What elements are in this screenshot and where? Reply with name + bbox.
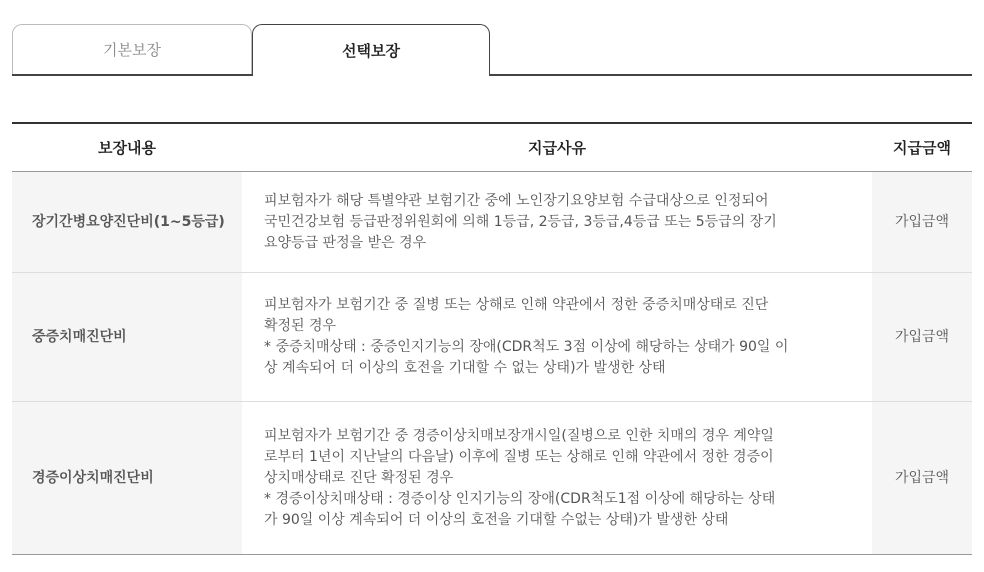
coverage-name: 중증치매진단비 [12,273,242,402]
payment-amount: 가입금액 [872,273,972,402]
payment-reason: 피보험자가 해당 특별약관 보험기간 중에 노인장기요양보험 수급대상으로 인정되어 국민건강보험 등급판정위원회에 의해 1등급, 2등급, 3등급,4등급 또는 5등급의 장기 요양등급 판정을 받은 경우 [242,172,872,273]
payment-amount: 가입금액 [872,172,972,273]
table-row [12,273,972,402]
table-row [12,402,972,555]
tab-basic-coverage[interactable] [12,24,252,74]
table-row [12,172,972,273]
tab-optional-coverage-label: 선택보장 [342,42,400,60]
payment-reason: 피보험자가 보험기간 중 경증이상치매보장개시일(질병으로 인한 치매의 경우 계약일 로부터 1년이 지난날의 다음날) 이후에 질병 또는 상해로 인해 약관에서 정한 경증이 상치매상태로 진단 확정된 경우 * 경증이상치매상태 : 경증이상 인지기능의 장애(CDR척도1점 이상에 해당하는 상태 가 90일 이상 계속되어 더 이상의 호전을 기대할 수없는 상태)가 발생한 상태 [264,427,776,528]
header-payment-reason: 지급사유 [242,123,872,172]
table-header-row [12,123,972,172]
header-payment-amount: 지급금액 [872,123,972,172]
coverage-name: 경증이상치매진단비 [12,402,242,555]
header-coverage-content: 보장내용 [12,123,242,172]
payment-reason: 피보험자가 보험기간 중 질병 또는 상해로 인해 약관에서 정한 중증치매상태로 진단 확정된 경우 * 중증치매상태 : 중증인지기능의 장애(CDR척도 3점 이상에 해당하는 상태가 90일 이 상 계속되어 더 이상의 호전을 기대할 수 없는 상태)가 발생한 상태 [242,273,872,402]
coverage-table [12,122,972,555]
payment-amount: 가입금액 [872,402,972,555]
tab-basic-coverage-label: 기본보장 [103,41,161,59]
tab-bar [12,24,972,76]
tab-optional-coverage[interactable] [252,24,490,76]
coverage-name: 장기간병요양진단비(1~5등급) [12,172,242,273]
